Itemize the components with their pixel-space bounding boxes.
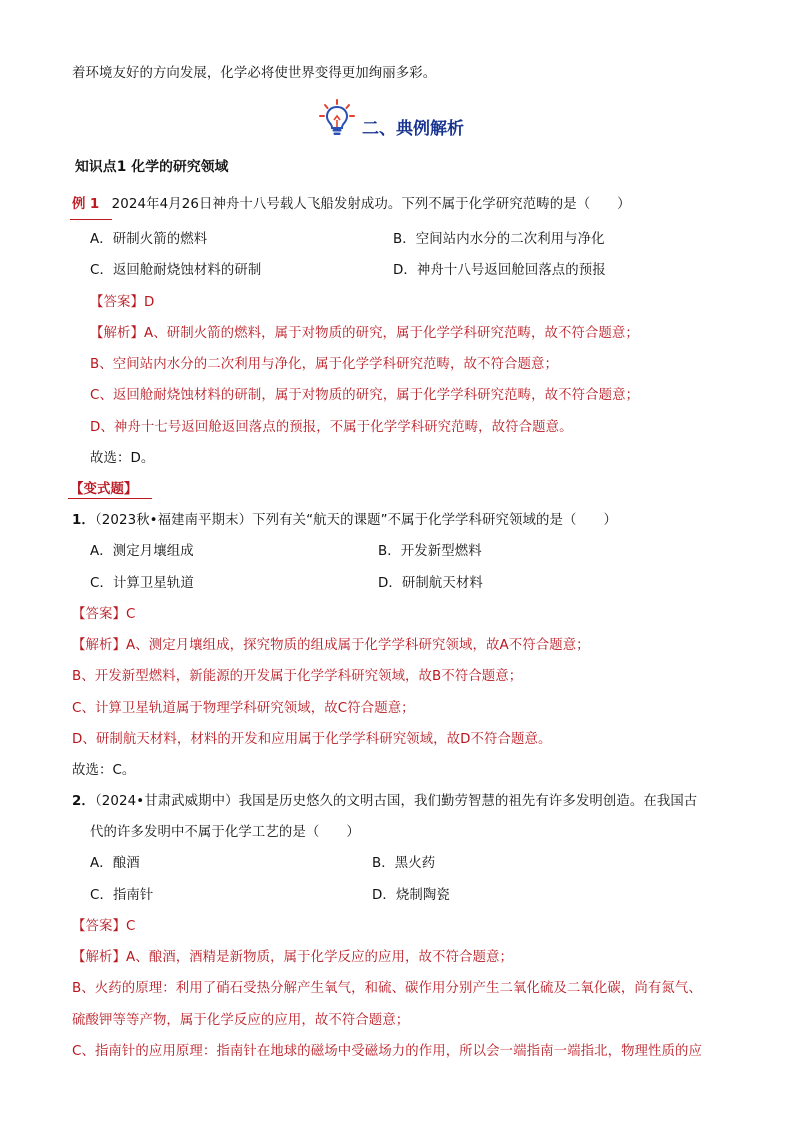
question-1-analysis-line: D、研制航天材料，材料的开发和应用属于化学学科研究领域，故D不符合题意。 bbox=[72, 732, 552, 747]
question-1-answer: 【答案】C bbox=[72, 607, 136, 622]
question-1-analysis-line: B、开发新型燃料，新能源的开发属于化学学科研究领域，故B不符合题意； bbox=[72, 669, 523, 684]
example-1-option-a: A．研制火箭的燃料 bbox=[90, 232, 208, 247]
question-1-option-a: A．测定月壤组成 bbox=[90, 544, 194, 559]
question-2-option-c: C．指南针 bbox=[90, 888, 154, 903]
question-2-analysis-line: 【解析】A、酿酒，酒精是新物质，属于化学反应的应用，故不符合题意； bbox=[72, 950, 513, 965]
question-1-analysis-line: C、计算卫星轨道属于物理学科研究领域，故C符合题意； bbox=[72, 701, 415, 716]
example-1-answer: 【答案】D bbox=[90, 295, 155, 310]
example-1-option-d: D．神舟十八号返回舱回落点的预报 bbox=[393, 263, 606, 278]
section-title: 二、典例解析 bbox=[362, 119, 464, 139]
question-2-answer: 【答案】C bbox=[72, 919, 136, 934]
example-1-option-b: B．空间站内水分的二次利用与净化 bbox=[393, 232, 605, 247]
question-2-analysis-line: 硫酸钾等等产物，属于化学反应的应用，故不符合题意； bbox=[72, 1013, 410, 1028]
question-1-conclusion: 故选：C。 bbox=[72, 763, 136, 778]
knowledge-point-title: 知识点1 化学的研究领域 bbox=[75, 159, 229, 175]
example-1-analysis-line: B、空间站内水分的二次利用与净化，属于化学学科研究范畴，故不符合题意； bbox=[90, 357, 558, 372]
question-2-option-a: A．酿酒 bbox=[90, 856, 140, 871]
example-number: 1 bbox=[89, 197, 100, 212]
question-2-text: （2024•甘肃武威期中）我国是历史悠久的文明古国，我们勤劳智慧的祖先有许多发明创造。在我国古 bbox=[94, 794, 698, 809]
example-1-analysis-line: D、神舟十七号返回舱返回落点的预报，不属于化学学科研究范畴，故符合题意。 bbox=[90, 420, 573, 435]
example-1-analysis-line: C、返回舱耐烧蚀材料的研制，属于对物质的研究，属于化学学科研究范畴，故不符合题意； bbox=[90, 388, 640, 403]
example-tag: 例 bbox=[72, 197, 86, 212]
question-2-number: 2． bbox=[72, 794, 95, 809]
question-1-option-b: B．开发新型燃料 bbox=[378, 544, 482, 559]
question-2-option-b: B．黑火药 bbox=[372, 856, 436, 871]
lightbulb-icon bbox=[317, 98, 357, 138]
example-underline bbox=[70, 219, 112, 220]
question-1 bbox=[72, 512, 617, 530]
example-1-question bbox=[72, 196, 631, 214]
variant-underline bbox=[68, 498, 152, 499]
question-2-analysis-line: B、火药的原理：利用了硝石受热分解产生氧气，和硫、碳作用分别产生二氧化硫及二氧化碳，尚有氮气、 bbox=[72, 981, 702, 996]
question-2-text-cont: 代的许多发明中不属于化学工艺的是（ ） bbox=[90, 825, 360, 840]
example-1-analysis-line: 【解析】A、研制火箭的燃料，属于对物质的研究，属于化学学科研究范畴，故不符合题意； bbox=[90, 326, 639, 341]
question-1-option-d: D．研制航天材料 bbox=[378, 576, 483, 591]
example-1-option-c: C．返回舱耐烧蚀材料的研制 bbox=[90, 263, 262, 278]
question-2-option-d: D．烧制陶瓷 bbox=[372, 888, 450, 903]
question-1-number: 1． bbox=[72, 513, 95, 528]
example-1-conclusion: 故选：D。 bbox=[90, 451, 155, 466]
example-1-text: 2024年4月26日神舟十八号载人飞船发射成功。下列不属于化学研究范畴的是（ ） bbox=[111, 197, 631, 212]
variant-label: 【变式题】 bbox=[70, 482, 138, 497]
question-1-option-c: C．计算卫星轨道 bbox=[90, 576, 194, 591]
question-1-text: （2023秋•福建南平期末）下列有关“航天的课题”不属于化学学科研究领域的是（ ） bbox=[94, 513, 617, 528]
question-1-analysis-line: 【解析】A、测定月壤组成，探究物质的组成属于化学学科研究领域，故A不符合题意； bbox=[72, 638, 590, 653]
intro-text: 着环境友好的方向发展，化学必将使世界变得更加绚丽多彩。 bbox=[72, 66, 437, 81]
question-2-analysis-line: C、指南针的应用原理：指南针在地球的磁场中受磁场力的作用，所以会一端指南一端指北，物理性质的应 bbox=[72, 1044, 703, 1059]
question-2 bbox=[72, 793, 697, 811]
